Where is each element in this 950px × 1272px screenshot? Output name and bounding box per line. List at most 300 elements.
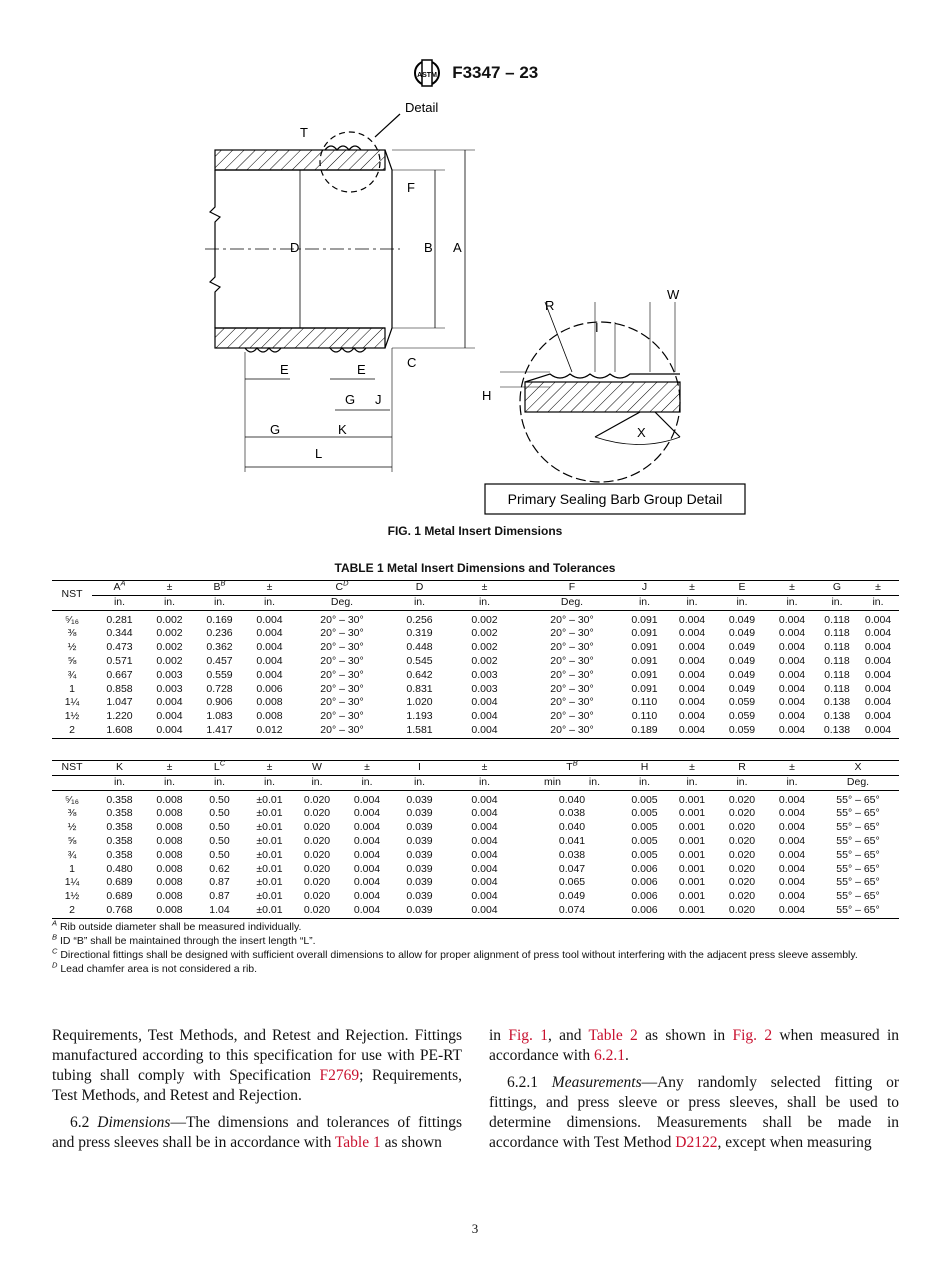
table-cell: 0.004 bbox=[767, 724, 817, 738]
table-cell: 20° – 30° bbox=[550, 696, 594, 709]
table-cell: 0.002 bbox=[156, 654, 183, 667]
paragraph-6-2-1: 6.2.1 Measurements—Any randomly selected fitting or fittings, and press sleeve or press sleeves, shall be used to determine dimensions. Measurements shall be made in accordance with Test Method D2122, except when measuring bbox=[489, 1074, 900, 1151]
table-cell: 0.008 bbox=[256, 710, 283, 723]
page-number: 3 bbox=[471, 1221, 479, 1236]
table-cell: 0.038 bbox=[558, 848, 586, 861]
unit-cell: Deg. bbox=[522, 595, 622, 610]
col-header: X bbox=[817, 761, 899, 776]
table-cell: 0.004 bbox=[471, 890, 498, 903]
table-cell: 0.768 bbox=[92, 904, 147, 918]
insert-drawing bbox=[200, 92, 760, 522]
unit-cell: in. bbox=[147, 775, 192, 790]
col-header-nst: NST bbox=[52, 581, 92, 611]
table-cell: ±0.01 bbox=[256, 834, 283, 847]
unit-cell: in. bbox=[247, 775, 292, 790]
table-cell: 0.002 bbox=[156, 613, 183, 626]
table-cell: 0.004 bbox=[256, 613, 283, 626]
unit-cell: in. bbox=[622, 595, 667, 610]
table-cell: 20° – 30° bbox=[292, 724, 392, 738]
table-cell: 0.118 bbox=[824, 641, 850, 654]
unit-cell: in. bbox=[447, 595, 522, 610]
table-cell: 20° – 30° bbox=[550, 668, 594, 681]
table-cell: ¾ bbox=[67, 668, 77, 681]
table-cell: 0.004 bbox=[471, 821, 498, 834]
body-left-column bbox=[52, 1026, 462, 1160]
table-cell: 0.008 bbox=[156, 862, 183, 875]
table-cell: 55° – 65° bbox=[817, 904, 899, 918]
table-cell: 0.004 bbox=[864, 641, 892, 654]
unit-cell bbox=[52, 775, 92, 790]
col-header: ± bbox=[667, 581, 717, 596]
table-cell: 0.87 bbox=[209, 876, 230, 889]
table-cell: 0.020 bbox=[728, 876, 756, 889]
table-cell: 0.571 bbox=[106, 654, 133, 667]
unit-cell: in. bbox=[667, 595, 717, 610]
table-cell: 0.004 bbox=[678, 654, 706, 667]
table-cell: 0.138 bbox=[823, 696, 851, 709]
table-row bbox=[52, 790, 899, 807]
table-cell: 0.012 bbox=[247, 724, 292, 738]
table-cell: 0.020 bbox=[303, 793, 331, 806]
table-cell: 0.040 bbox=[558, 793, 586, 806]
table-title: TABLE 1 Metal Insert Dimensions and Tolerances bbox=[334, 561, 616, 575]
table-cell: 0.020 bbox=[728, 834, 756, 847]
unit-cell: in. bbox=[622, 775, 667, 790]
table-cell: 0.008 bbox=[156, 807, 183, 820]
table-cell: 0.002 bbox=[471, 641, 498, 654]
table-cell: 1 bbox=[69, 862, 75, 875]
unit-cell: in. bbox=[192, 595, 247, 610]
table-cell: 0.004 bbox=[678, 627, 706, 640]
table-cell: 0.020 bbox=[728, 793, 756, 806]
unit-cell: in. bbox=[392, 595, 447, 610]
table-cell: 0.004 bbox=[471, 848, 498, 861]
table-cell: 0.041 bbox=[558, 834, 586, 847]
table-cell: 0.020 bbox=[292, 904, 342, 918]
table-cell: 0.091 bbox=[631, 682, 658, 695]
link-table-1[interactable]: Table 1 bbox=[334, 1134, 381, 1151]
table-cell: 0.004 bbox=[778, 668, 806, 681]
table-cell: 0.344 bbox=[106, 627, 133, 640]
col-header: ± bbox=[147, 581, 192, 596]
table-cell: 0.020 bbox=[303, 890, 331, 903]
table-cell: ⅜ bbox=[67, 807, 77, 820]
paragraph-6-2: 6.2 Dimensions—The dimensions and tolerances of fittings and press sleeves shall be in accordance with Table 1 as shown bbox=[52, 1114, 463, 1151]
table-cell: 0.008 bbox=[156, 793, 183, 806]
col-header: ± bbox=[147, 761, 192, 776]
paragraph-6-2-cont: in Fig. 1, and Table 2 as shown in Fig. 2 when measured in accordance with 6.2.1. bbox=[489, 1027, 899, 1064]
col-header: ± bbox=[767, 761, 817, 776]
detail-box-label: Primary Sealing Barb Group Detail bbox=[507, 491, 723, 507]
table-cell: 1.083 bbox=[206, 710, 233, 723]
table-cell: 0.004 bbox=[353, 821, 381, 834]
label-K: K bbox=[338, 422, 347, 437]
table-cell: 0.006 bbox=[622, 904, 667, 918]
dimensions-table-part1 bbox=[52, 580, 899, 739]
table-cell: 0.005 bbox=[631, 834, 658, 847]
table-cell: ±0.01 bbox=[256, 876, 283, 889]
table-cell: ⅝ bbox=[67, 654, 77, 667]
unit-cell: in. bbox=[192, 775, 247, 790]
table-cell: 0.004 bbox=[864, 654, 892, 667]
table-cell: 0.906 bbox=[206, 696, 233, 709]
label-A: A bbox=[453, 240, 462, 255]
table-cell: 55° – 65° bbox=[836, 890, 880, 903]
table-cell: 0.006 bbox=[631, 876, 658, 889]
label-X: X bbox=[637, 425, 646, 440]
table-cell: 1.608 bbox=[92, 724, 147, 738]
table-cell: 0.004 bbox=[471, 696, 498, 709]
table-row bbox=[52, 683, 899, 697]
table-cell: 0.020 bbox=[303, 834, 331, 847]
table-cell: 0.020 bbox=[728, 821, 756, 834]
table-cell: 0.004 bbox=[778, 641, 806, 654]
table-cell: 0.004 bbox=[156, 710, 183, 723]
table-cell: 0.004 bbox=[778, 682, 806, 695]
col-header: ± bbox=[342, 761, 392, 776]
dimensions-table-part2 bbox=[52, 760, 899, 919]
table-cell: 0.169 bbox=[206, 613, 233, 626]
link-fig-1[interactable]: Fig. 1 bbox=[508, 1027, 548, 1044]
table-cell: 0.004 bbox=[864, 696, 892, 709]
unit-cell: in. bbox=[857, 595, 899, 610]
table-cell: 0.001 bbox=[678, 834, 706, 847]
unit-cell: in. bbox=[147, 595, 192, 610]
table-cell: 0.001 bbox=[678, 862, 706, 875]
table-cell: 0.004 bbox=[864, 613, 892, 626]
table-cell: 1¼ bbox=[64, 876, 80, 889]
table-cell: 55° – 65° bbox=[836, 834, 880, 847]
label-H: H bbox=[482, 388, 492, 403]
table-cell: 1.04 bbox=[192, 904, 247, 918]
label-I: I bbox=[595, 320, 599, 335]
table-cell: 0.004 bbox=[778, 793, 806, 806]
table-cell: 0.039 bbox=[406, 821, 433, 834]
table-cell: 0.004 bbox=[353, 834, 381, 847]
table-cell: 0.040 bbox=[558, 821, 586, 834]
standard-designation: F3347 – 23 bbox=[452, 63, 539, 82]
table-cell: 1.020 bbox=[406, 696, 433, 709]
col-header: $A^A$ bbox=[92, 581, 147, 596]
table-cell: 0.448 bbox=[406, 641, 433, 654]
table-cell: 0.008 bbox=[256, 696, 283, 709]
table-cell: 0.004 bbox=[353, 862, 381, 875]
table-cell: 0.004 bbox=[256, 654, 283, 667]
table-row bbox=[52, 696, 899, 710]
table-cell: 0.004 bbox=[864, 668, 892, 681]
figure-caption: FIG. 1 Metal Insert Dimensions bbox=[387, 524, 563, 538]
table-cell: 0.189 bbox=[622, 724, 667, 738]
col-header: I bbox=[392, 761, 447, 776]
table-cell: 0.049 bbox=[728, 682, 756, 695]
unit-cell: in. bbox=[342, 775, 392, 790]
table-cell: 0.039 bbox=[406, 862, 433, 875]
table-cell: ⅜ bbox=[67, 627, 77, 640]
table-cell: ±0.01 bbox=[256, 848, 283, 861]
table-cell: 0.004 bbox=[678, 710, 706, 723]
table-cell: 0.004 bbox=[778, 654, 806, 667]
table-cell: 0.004 bbox=[471, 793, 498, 806]
table-cell: 20° – 30° bbox=[320, 682, 364, 695]
table-cell: 0.138 bbox=[817, 724, 857, 738]
table-row bbox=[52, 724, 899, 738]
table-cell: ⅝ bbox=[67, 834, 77, 847]
col-header: E bbox=[717, 581, 767, 596]
label-R: R bbox=[545, 298, 555, 313]
label-T: T bbox=[300, 125, 308, 140]
table-cell: 0.008 bbox=[156, 821, 183, 834]
col-header: H bbox=[622, 761, 667, 776]
table-cell: 0.858 bbox=[106, 682, 133, 695]
table-cell: 1.581 bbox=[392, 724, 447, 738]
table-cell: 55° – 65° bbox=[836, 862, 880, 875]
label-E2: E bbox=[357, 362, 366, 377]
table-cell: 55° – 65° bbox=[836, 793, 880, 806]
table-cell: 0.138 bbox=[823, 710, 851, 723]
table-cell: 0.049 bbox=[728, 641, 756, 654]
table1-header-row bbox=[52, 581, 899, 596]
table-row bbox=[52, 821, 899, 835]
table-cell: 0.358 bbox=[106, 807, 133, 820]
footnote-b: $^B$ ID “B” shall be maintained through the insert length “L”. bbox=[52, 932, 316, 947]
table-cell: 0.091 bbox=[631, 654, 658, 667]
table-cell: 0.001 bbox=[678, 876, 706, 889]
table-cell: 0.004 bbox=[471, 807, 498, 820]
table-cell: 0.001 bbox=[678, 793, 706, 806]
col-header: D bbox=[392, 581, 447, 596]
table-cell: 0.118 bbox=[824, 613, 850, 626]
table-cell: 20° – 30° bbox=[320, 613, 364, 626]
table-row bbox=[52, 627, 899, 641]
table-cell: ±0.01 bbox=[256, 807, 283, 820]
table-cell: 0.091 bbox=[631, 613, 658, 626]
table-cell: 0.004 bbox=[447, 904, 522, 918]
table2-header-row bbox=[52, 761, 899, 776]
col-header: $B^B$ bbox=[192, 581, 247, 596]
table-cell: 0.002 bbox=[471, 613, 498, 626]
unit-cell: in. bbox=[247, 595, 292, 610]
link-fig-2[interactable]: Fig. 2 bbox=[732, 1027, 773, 1044]
table-cell: 1¼ bbox=[64, 696, 80, 709]
label-G2: G bbox=[270, 422, 281, 437]
table-cell: 0.020 bbox=[303, 821, 331, 834]
table-cell: 0.005 bbox=[631, 848, 658, 861]
table-cell: 0.118 bbox=[824, 627, 850, 640]
table-cell: 20° – 30° bbox=[550, 613, 594, 626]
table-cell: ½ bbox=[67, 821, 77, 834]
col-header: R bbox=[717, 761, 767, 776]
table-cell: 0.020 bbox=[728, 848, 756, 861]
table-cell: 0.358 bbox=[106, 821, 133, 834]
table-cell: ±0.01 bbox=[256, 821, 283, 834]
table-cell: 0.50 bbox=[209, 834, 230, 847]
table-cell: ⁵⁄₁₆ bbox=[65, 613, 79, 626]
table-cell: 0.091 bbox=[631, 627, 658, 640]
table-row bbox=[52, 863, 899, 877]
table-cell: 0.001 bbox=[667, 904, 717, 918]
table-cell: 0.006 bbox=[631, 890, 658, 903]
table-cell: 0.059 bbox=[728, 710, 756, 723]
unit-cell: in. bbox=[392, 775, 447, 790]
table-cell: 20° – 30° bbox=[320, 710, 364, 723]
unit-cell: in. bbox=[817, 595, 857, 610]
table-cell: 0.003 bbox=[471, 668, 498, 681]
table-cell: 0.004 bbox=[678, 668, 706, 681]
link-table-2[interactable]: Table 2 bbox=[588, 1027, 638, 1044]
link-6-2-1[interactable]: 6.2.1 bbox=[594, 1047, 625, 1064]
table-cell: 0.004 bbox=[678, 682, 706, 695]
table-cell: 0.020 bbox=[728, 890, 756, 903]
table2-units-row bbox=[52, 775, 899, 790]
label-G1: G bbox=[345, 392, 356, 407]
table-cell: 0.002 bbox=[471, 654, 498, 667]
col-header: ± bbox=[247, 581, 292, 596]
table-cell: ½ bbox=[67, 641, 77, 654]
col-header: NST bbox=[52, 761, 92, 776]
table-row bbox=[52, 904, 899, 918]
unit-cell: in. bbox=[92, 775, 147, 790]
table-cell: 0.236 bbox=[206, 627, 233, 640]
unit-cell: in. bbox=[767, 775, 817, 790]
col-header: $L^C$ bbox=[192, 761, 247, 776]
label-W: W bbox=[667, 287, 680, 302]
col-header: G bbox=[817, 581, 857, 596]
label-C: C bbox=[407, 355, 417, 370]
table-cell: ±0.01 bbox=[256, 890, 283, 903]
table-cell: 0.004 bbox=[767, 904, 817, 918]
table-row bbox=[52, 890, 899, 904]
col-header: $C^D$ bbox=[292, 581, 392, 596]
table-cell: 0.039 bbox=[406, 834, 433, 847]
table-cell: 0.005 bbox=[631, 821, 658, 834]
table-cell: 55° – 65° bbox=[836, 807, 880, 820]
table-cell: 0.049 bbox=[728, 668, 756, 681]
label-detail: Detail bbox=[405, 100, 439, 115]
col-header: ± bbox=[857, 581, 899, 596]
unit-cell: in. bbox=[92, 595, 147, 610]
table-cell: 20° – 30° bbox=[550, 654, 594, 667]
table-cell: 1.193 bbox=[406, 710, 433, 723]
table-cell: ±0.01 bbox=[256, 862, 283, 875]
footnote-c: $^C$ Directional fittings shall be designed with sufficient overall dimensions to allow for proper alignment of press tool without interfering with the adjacent press sleeve assembly. bbox=[52, 946, 858, 961]
label-D: D bbox=[290, 240, 300, 255]
astm-logo bbox=[412, 58, 442, 88]
table-cell: 0.020 bbox=[717, 904, 767, 918]
table-cell: ⁵⁄₁₆ bbox=[65, 793, 79, 806]
table-cell: 0.50 bbox=[209, 821, 230, 834]
table-cell: 0.004 bbox=[778, 890, 806, 903]
table-cell: 0.004 bbox=[471, 876, 498, 889]
col-header: J bbox=[622, 581, 667, 596]
table-cell: 0.004 bbox=[864, 627, 892, 640]
table-cell: 0.004 bbox=[353, 807, 381, 820]
table-cell: 0.038 bbox=[558, 807, 586, 820]
table-cell: 20° – 30° bbox=[550, 627, 594, 640]
table-cell: 0.008 bbox=[156, 876, 183, 889]
table-cell: 0.87 bbox=[209, 890, 230, 903]
table-cell: 0.006 bbox=[631, 862, 658, 875]
table-cell: ¾ bbox=[67, 848, 77, 861]
table-cell: 0.065 bbox=[558, 876, 586, 889]
col-header: F bbox=[522, 581, 622, 596]
page-header bbox=[0, 58, 950, 88]
table-cell: 0.001 bbox=[678, 807, 706, 820]
table-row bbox=[52, 710, 899, 724]
table-cell: 0.004 bbox=[778, 627, 806, 640]
table-cell: 0.004 bbox=[678, 613, 706, 626]
table-row bbox=[52, 641, 899, 655]
unit-cell: in. bbox=[292, 775, 342, 790]
table-cell: 0.091 bbox=[631, 641, 658, 654]
table-cell: 0.020 bbox=[728, 862, 756, 875]
link-d2122[interactable]: D2122 bbox=[675, 1134, 718, 1151]
table-cell: 0.118 bbox=[824, 682, 850, 695]
table-cell: 0.110 bbox=[631, 696, 658, 709]
table-cell: 0.004 bbox=[471, 710, 498, 723]
label-E1: E bbox=[280, 362, 289, 377]
unit-cell: in. bbox=[717, 775, 767, 790]
table-cell: 20° – 30° bbox=[550, 682, 594, 695]
unit-cell: in. bbox=[717, 595, 767, 610]
figure-metal-insert bbox=[200, 92, 760, 522]
table-cell: 0.001 bbox=[678, 890, 706, 903]
table-cell: 0.004 bbox=[778, 862, 806, 875]
table-cell: 1.047 bbox=[106, 696, 133, 709]
table-cell: 0.545 bbox=[406, 654, 433, 667]
table-row bbox=[52, 835, 899, 849]
table-cell: 0.020 bbox=[303, 876, 331, 889]
table-cell: 1.220 bbox=[106, 710, 133, 723]
table-cell: 0.319 bbox=[406, 627, 433, 640]
table-cell: 20° – 30° bbox=[320, 654, 364, 667]
table-cell: 0.003 bbox=[471, 682, 498, 695]
table-cell: 0.667 bbox=[106, 668, 133, 681]
unit-cell: Deg. bbox=[292, 595, 392, 610]
table-cell: 1½ bbox=[64, 890, 80, 903]
table-cell: 0.002 bbox=[156, 641, 183, 654]
table-cell: 0.004 bbox=[778, 710, 806, 723]
table-cell: 20° – 30° bbox=[320, 668, 364, 681]
table-cell: 0.004 bbox=[678, 641, 706, 654]
table-cell: 0.059 bbox=[728, 696, 756, 709]
table-cell: 2 bbox=[52, 904, 92, 918]
table-cell: 0.047 bbox=[558, 862, 586, 875]
table-cell: 0.50 bbox=[209, 807, 230, 820]
table-cell: 55° – 65° bbox=[836, 848, 880, 861]
body-right-column bbox=[489, 1026, 899, 1160]
table-cell: 0.004 bbox=[256, 627, 283, 640]
table-cell: 0.003 bbox=[156, 668, 183, 681]
table-row bbox=[52, 655, 899, 669]
table-cell: 0.005 bbox=[631, 793, 658, 806]
table-cell: 0.020 bbox=[303, 807, 331, 820]
table-footnotes bbox=[52, 920, 899, 976]
table-cell: 0.004 bbox=[353, 890, 381, 903]
table-cell: 0.008 bbox=[156, 834, 183, 847]
link-f2769[interactable]: F2769 bbox=[319, 1067, 360, 1084]
col-header: $T^B$ bbox=[522, 761, 622, 776]
table-cell: 0.020 bbox=[303, 862, 331, 875]
table-cell: 0.002 bbox=[156, 627, 183, 640]
label-B: B bbox=[424, 240, 433, 255]
table-cell: 0.004 bbox=[353, 793, 381, 806]
table-cell: 0.689 bbox=[106, 890, 133, 903]
unit-cell: in. bbox=[667, 775, 717, 790]
table-cell: 55° – 65° bbox=[836, 821, 880, 834]
table-cell: 0.003 bbox=[156, 682, 183, 695]
table-cell: 0.006 bbox=[256, 682, 283, 695]
col-header: ± bbox=[447, 761, 522, 776]
